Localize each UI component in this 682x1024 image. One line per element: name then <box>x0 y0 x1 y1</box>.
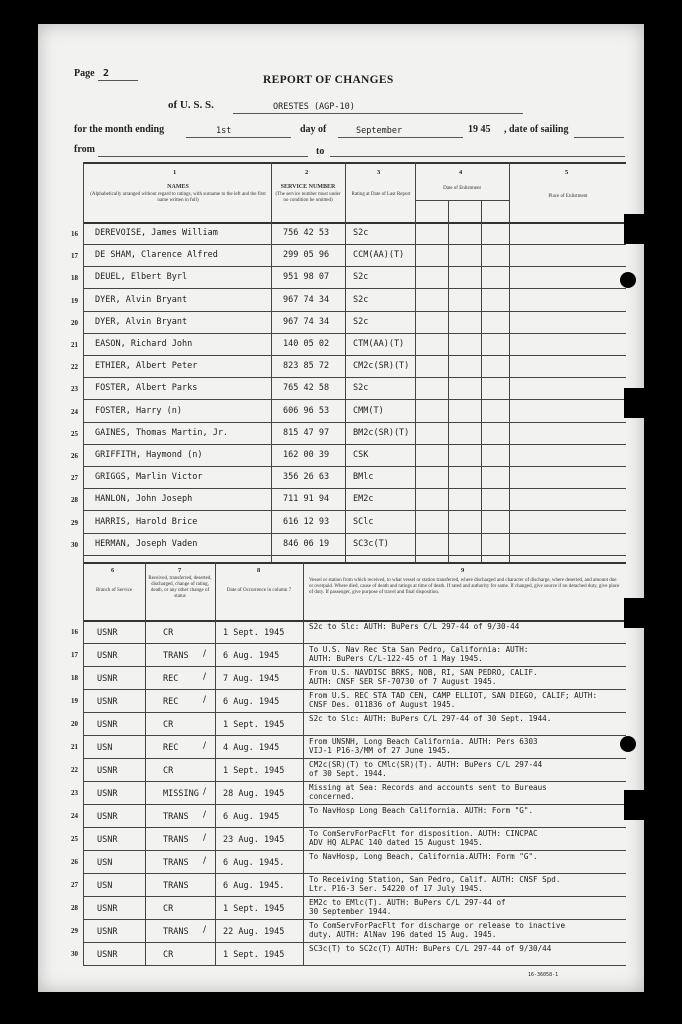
sailor-name: GRIGGS, Marlin Victor <box>95 472 203 483</box>
change-type: TRANS <box>163 835 189 845</box>
report-sheet <box>38 24 644 992</box>
sailor-name: DYER, Alvin Bryant <box>95 316 188 327</box>
check-mark: / <box>203 741 207 751</box>
rule <box>83 555 626 556</box>
remarks-line2: concerned. <box>309 792 355 801</box>
rating: SClc <box>353 516 374 527</box>
remarks-line1: S2c to Slc: AUTH: BuPers C/L 297-44 of 30 Sept. 1944. <box>309 714 552 723</box>
binder-tab <box>624 790 646 820</box>
row-number: 20 <box>71 318 78 327</box>
remarks-line1: S2c to Slc: AUTH: BuPers C/L 297-44 of 9/30-44 <box>309 622 520 631</box>
service-number: 823 85 72 <box>283 361 330 372</box>
month-underline <box>338 137 463 138</box>
row-number: 27 <box>71 881 78 889</box>
remarks-line2: AUTH: CNSF SER SF-70730 of 7 August 1945. <box>309 677 497 686</box>
name-row <box>71 333 626 355</box>
change-type: CR <box>163 766 174 776</box>
check-mark: / <box>203 833 207 843</box>
binder-hole <box>620 272 636 288</box>
check-mark: / <box>203 856 207 866</box>
service-number: 967 74 34 <box>283 294 330 305</box>
sailing-label: , date of sailing <box>504 124 569 135</box>
row-number: 18 <box>71 274 78 283</box>
page-underline <box>98 80 138 81</box>
col8-header: Date of Occurrence in column 7 <box>226 588 292 593</box>
binder-hole <box>620 736 636 752</box>
occurrence-date: 6 Aug. 1945. <box>223 881 285 891</box>
service-number: 299 05 96 <box>283 250 330 261</box>
rating: SC3c(T) <box>353 538 389 549</box>
page-label-text: Page <box>74 68 95 79</box>
change-type: MISSING <box>163 789 199 799</box>
service-number: 606 96 53 <box>283 405 330 416</box>
ship-underline <box>233 113 523 114</box>
name-row <box>71 444 626 466</box>
row-number: 23 <box>71 385 78 394</box>
row-number: 30 <box>71 540 78 549</box>
change-type: CR <box>163 628 174 638</box>
change-row <box>71 666 626 688</box>
sailing-underline <box>574 137 624 138</box>
change-type: TRANS <box>163 858 189 868</box>
occurrence-date: 1 Sept. 1945 <box>223 720 285 730</box>
row-number: 17 <box>71 252 78 261</box>
name-row <box>71 289 626 311</box>
changes-table <box>71 562 626 966</box>
names-table <box>71 162 626 562</box>
change-row <box>71 804 626 826</box>
rule <box>83 162 626 164</box>
occurrence-date: 28 Aug. 1945 <box>223 789 285 799</box>
row-number: 28 <box>71 496 78 505</box>
col8-number: 8 <box>257 567 261 574</box>
branch: USNR <box>97 766 118 776</box>
rule <box>415 200 509 201</box>
row-number: 24 <box>71 407 78 416</box>
service-number: 140 05 02 <box>283 339 330 349</box>
ship-name: ORESTES (AGP-10) <box>273 102 355 112</box>
col1-note: (Alphabetically arranged without regard to ratings, with surname to the left and the first name written in full) <box>90 192 266 203</box>
remarks-line1: From UNSNH, Long Beach California. AUTH: Pers 6303 <box>309 737 538 746</box>
col3-number: 3 <box>377 169 381 176</box>
row-number: 19 <box>71 296 78 305</box>
rating: S2c <box>353 316 369 327</box>
branch: USNR <box>97 628 118 638</box>
branch: USNR <box>97 927 118 937</box>
remarks-line2: VIJ-1 P16-3/MM of 27 June 1945. <box>309 746 451 755</box>
service-number: 815 47 97 <box>283 427 330 438</box>
row-number: 26 <box>71 858 78 866</box>
sailor-name: HERMAN, Joseph Vaden <box>95 538 198 549</box>
row-number: 29 <box>71 927 78 935</box>
binder-tab <box>624 388 646 418</box>
col6-number: 6 <box>111 567 115 574</box>
row-number: 21 <box>71 341 78 349</box>
change-row <box>71 850 626 872</box>
change-type: REC <box>163 674 179 684</box>
col2-number: 2 <box>305 169 309 176</box>
change-row <box>71 873 626 895</box>
rating: S2c <box>353 294 369 305</box>
from-underline <box>98 156 308 157</box>
branch: USNR <box>97 789 118 799</box>
change-row <box>71 919 626 941</box>
sailor-name: FOSTER, Harry (n) <box>95 405 182 416</box>
sailor-name: HANLON, John Joseph <box>95 494 193 505</box>
report-title: REPORT OF CHANGES <box>263 74 394 86</box>
sailor-name: GAINES, Thomas Martin, Jr. <box>95 427 229 438</box>
name-row <box>71 488 626 510</box>
name-row <box>71 466 626 488</box>
col9-header: Vessel or station from which received, to what vessel or station transferred, where discharged and character of discharge, where deserted, and amount due or overpaid. Where died, cause of death and ratings at time of death. If rated and authority for same. If changed, give source if on detached duty, give place of duty. If passenger, give purpose of travel and final disposition. <box>309 578 620 595</box>
col4-number: 4 <box>459 169 463 176</box>
change-type: REC <box>163 743 179 753</box>
col6-header: Branch of Service <box>95 588 133 593</box>
occurrence-date: 23 Aug. 1945 <box>223 835 285 845</box>
page-number: 2 <box>103 68 110 79</box>
col7-number: 7 <box>178 567 182 574</box>
remarks-line1: SC3c(T) to SC2c(T) AUTH: BuPers C/L 297-44 of 9/30/44 <box>309 944 552 953</box>
change-row <box>71 781 626 803</box>
change-type: CR <box>163 720 174 730</box>
rating: CMM(T) <box>353 405 384 416</box>
occurrence-date: 1 Sept. 1945 <box>223 950 285 960</box>
rating: S2c <box>353 383 369 394</box>
remarks-line2: of 30 Sept. 1944. <box>309 769 387 778</box>
service-number: 616 12 93 <box>283 516 330 527</box>
row-number: 27 <box>71 474 78 483</box>
branch: USNR <box>97 720 118 730</box>
change-row <box>71 758 626 780</box>
service-number: 951 98 07 <box>283 272 330 283</box>
rating: EM2c <box>353 494 374 505</box>
row-number: 18 <box>71 674 78 682</box>
remarks-line1: To NavHosp, Long Beach, California.AUTH: Form "G". <box>309 852 538 861</box>
sailor-name: DE SHAM, Clarence Alfred <box>95 250 218 261</box>
service-number: 846 06 19 <box>283 538 330 549</box>
branch: USNR <box>97 950 118 960</box>
row-number: 26 <box>71 452 78 460</box>
name-row <box>71 422 626 444</box>
name-row <box>71 355 626 377</box>
row-number: 29 <box>71 518 78 527</box>
row-number: 22 <box>71 766 78 774</box>
change-type: REC <box>163 697 179 707</box>
change-row <box>71 620 626 642</box>
change-type: TRANS <box>163 881 189 891</box>
remarks-line1: To ComServForPacFlt for disposition. AUTH: CINCPAC <box>309 829 538 838</box>
col2-header: SERVICE NUMBER <box>280 184 336 190</box>
sailor-name: FOSTER, Albert Parks <box>95 383 198 394</box>
col5-header: Place of Enlistment <box>548 194 588 199</box>
row-number: 17 <box>71 651 78 659</box>
occurrence-date: 6 Aug. 1945 <box>223 651 280 661</box>
row-number: 25 <box>71 429 78 438</box>
change-type: TRANS <box>163 927 189 937</box>
remarks-line1: Missing at Sea: Records and accounts sent to Bureaus <box>309 783 547 792</box>
remarks-line2: Ltr. P16-3 Ser. 54220 of 17 July 1945. <box>309 884 483 893</box>
to-underline <box>330 156 625 157</box>
check-mark: / <box>203 649 207 659</box>
branch: USN <box>97 881 113 891</box>
occurrence-date: 1 Sept. 1945 <box>223 904 285 914</box>
change-row <box>71 896 626 918</box>
occurrence-date: 6 Aug. 1945. <box>223 858 285 868</box>
remarks-line2: AUTH: BuPers C/L-122-45 of 1 May 1945. <box>309 654 483 663</box>
row-number: 24 <box>71 812 78 820</box>
occurrence-date: 7 Aug. 1945 <box>223 674 280 684</box>
col5-number: 5 <box>565 169 569 176</box>
name-row <box>71 266 626 288</box>
rule <box>83 965 626 966</box>
day-of-label: day of <box>300 124 327 135</box>
occurrence-date: 6 Aug. 1945 <box>223 697 280 707</box>
col1-header: NAMES <box>167 184 189 190</box>
change-row <box>71 643 626 665</box>
remarks-line2: 30 September 1944. <box>309 907 392 916</box>
branch: USNR <box>97 904 118 914</box>
name-row <box>71 244 626 266</box>
service-number: 162 00 39 <box>283 450 330 460</box>
row-number: 19 <box>71 697 78 705</box>
occurrence-date: 4 Aug. 1945 <box>223 743 280 753</box>
remarks-line1: To Receiving Station, San Pedro, Calif. AUTH: CNSF Spd. <box>309 875 561 884</box>
from-label: from <box>74 144 95 155</box>
row-number: 23 <box>71 789 78 797</box>
sailor-name: ETHIER, Albert Peter <box>95 361 198 372</box>
sailor-name: DEUEL, Elbert Byrl <box>95 272 188 283</box>
change-row <box>71 942 626 964</box>
remarks-line2: ADV HQ ALPAC 140 dated 15 August 1945. <box>309 838 483 847</box>
service-number: 711 91 94 <box>283 494 330 505</box>
branch: USN <box>97 743 113 753</box>
form-code: 16-36058-1 <box>528 972 559 978</box>
branch: USNR <box>97 651 118 661</box>
row-number: 30 <box>71 950 78 958</box>
month-label: for the month ending <box>74 124 165 135</box>
rating: S2c <box>353 228 369 238</box>
change-row <box>71 735 626 757</box>
page-label <box>74 68 109 79</box>
occurrence-date: 1 Sept. 1945 <box>223 628 285 638</box>
rating: CM2c(SR)(T) <box>353 361 410 372</box>
rating: CCM(AA)(T) <box>353 250 405 261</box>
occurrence-date: 22 Aug. 1945 <box>223 927 285 937</box>
col7-header: Received, transferred, deserted, discharged, change of rating, death, or any other change of status <box>148 576 212 599</box>
change-type: TRANS <box>163 651 189 661</box>
service-number: 967 74 34 <box>283 316 330 327</box>
remarks-line2: CNSF Des. 011836 of August 1945. <box>309 700 456 709</box>
name-row <box>71 400 626 422</box>
rating: CSK <box>353 450 369 460</box>
sailor-name: DEREVOISE, James William <box>95 228 218 238</box>
service-number: 756 42 53 <box>283 228 330 238</box>
row-number: 21 <box>71 743 78 751</box>
col9-number: 9 <box>461 567 465 574</box>
row-number: 22 <box>71 363 78 372</box>
row-number: 16 <box>71 628 78 636</box>
branch: USNR <box>97 812 118 822</box>
sailor-name: HARRIS, Harold Brice <box>95 516 198 527</box>
occurrence-date: 6 Aug. 1945 <box>223 812 280 822</box>
change-row <box>71 689 626 711</box>
binder-tab <box>624 598 646 628</box>
col3-header: Rating at Date of Last Report <box>351 192 411 197</box>
remarks-line1: From U.S. NAVDISC BRKS, NOB, RI, SAN PEDRO, CALIF. <box>309 668 538 677</box>
month-day: 1st <box>216 126 232 136</box>
rating: BM2c(SR)(T) <box>353 427 410 438</box>
rating: S2c <box>353 272 369 283</box>
remarks-line1: To U.S. Nav Rec Sta San Pedro, California: AUTH: <box>309 645 529 654</box>
name-row <box>71 511 626 533</box>
branch: USNR <box>97 835 118 845</box>
ship-label: of U. S. S. <box>168 99 214 111</box>
rule <box>83 562 626 564</box>
service-number: 765 42 58 <box>283 383 330 394</box>
row-number: 28 <box>71 904 78 912</box>
rating: CTM(AA)(T) <box>353 339 405 349</box>
col2-note: (The service number must under no condition be omitted) <box>275 192 341 203</box>
row-number: 25 <box>71 835 78 843</box>
change-type: CR <box>163 904 174 914</box>
name-row <box>71 311 626 333</box>
occurrence-date: 1 Sept. 1945 <box>223 766 285 776</box>
col4-header: Date of Enlistment <box>443 186 481 191</box>
name-row <box>71 377 626 399</box>
sailor-name: DYER, Alvin Bryant <box>95 294 188 305</box>
check-mark: / <box>203 672 207 682</box>
branch: USN <box>97 858 113 868</box>
sailor-name: GRIFFITH, Haymond (n) <box>95 450 203 460</box>
month-value: September <box>356 126 403 136</box>
col1-number: 1 <box>173 169 177 176</box>
branch: USNR <box>97 674 118 684</box>
change-type: CR <box>163 950 174 960</box>
name-row <box>71 533 626 555</box>
check-mark: / <box>203 810 207 820</box>
remarks-line1: To NavHosp Long Beach California. AUTH: Form "G". <box>309 806 534 815</box>
binder-tab <box>624 214 646 244</box>
service-number: 356 26 63 <box>283 472 330 483</box>
year: 19 45 <box>468 124 491 135</box>
remarks-line1: From U.S. REC STA TAD CEN, CAMP ELLIOT, SAN DIEGO, CALIF; AUTH: <box>309 691 598 700</box>
check-mark: / <box>203 925 207 935</box>
check-mark: / <box>203 695 207 705</box>
rating: BMlc <box>353 472 374 483</box>
check-mark: / <box>203 787 207 797</box>
name-row <box>71 222 626 244</box>
sailor-name: EASON, Richard John <box>95 339 193 349</box>
change-row <box>71 712 626 734</box>
change-row <box>71 827 626 849</box>
change-type: TRANS <box>163 812 189 822</box>
remarks-line1: EM2c to EMlc(T). AUTH: BuPers C/L 297-44 of <box>309 898 506 907</box>
remarks-line1: CM2c(SR)(T) to CMlc(SR)(T). AUTH: BuPers C/L 297-44 <box>309 760 543 769</box>
row-number: 16 <box>71 230 78 238</box>
row-number: 20 <box>71 720 78 728</box>
to-label: to <box>316 146 325 157</box>
branch: USNR <box>97 697 118 707</box>
day-underline <box>186 137 291 138</box>
remarks-line1: To ComServForPacFlt for discharge or release to inactive <box>309 921 566 930</box>
remarks-line2: duty. AUTH: AlNav 196 dated 15 Aug. 1945. <box>309 930 497 939</box>
